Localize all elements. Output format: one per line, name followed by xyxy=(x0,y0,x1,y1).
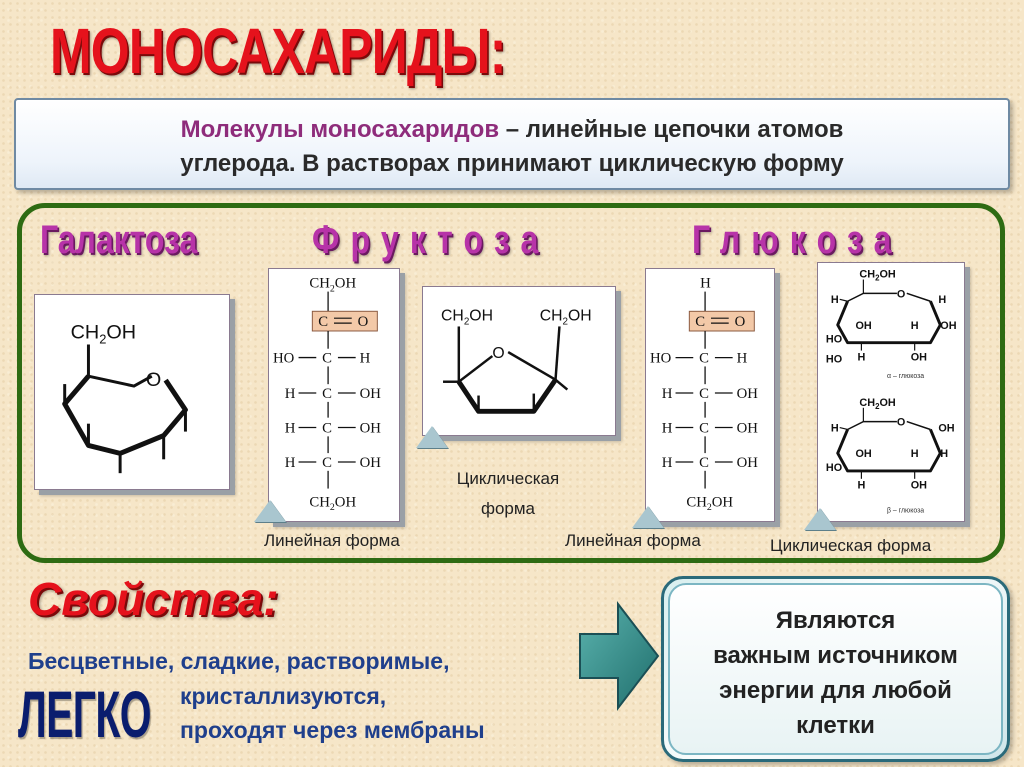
svg-text:H: H xyxy=(359,350,371,367)
glucose-cyclic-card xyxy=(817,262,965,522)
fructose-ring-diagram xyxy=(423,287,615,435)
galactose-structure-card xyxy=(34,294,230,490)
definition-line-1 xyxy=(16,113,1008,147)
svg-text:HO: HO xyxy=(825,333,843,346)
svg-text:H: H xyxy=(940,448,949,461)
galactose-ring-diagram xyxy=(35,295,229,489)
svg-text:OH: OH xyxy=(359,420,381,437)
triangle-marker-icon xyxy=(804,508,836,530)
glucose-rings-diagram xyxy=(818,263,964,521)
svg-text:H: H xyxy=(857,351,866,364)
svg-text:O: O xyxy=(357,314,369,331)
glucose-linear-card xyxy=(645,268,775,522)
svg-text:C: C xyxy=(322,385,333,402)
svg-text:OH: OH xyxy=(940,319,957,332)
svg-text:H: H xyxy=(857,479,866,492)
triangle-marker-icon xyxy=(632,506,664,528)
svg-text:C: C xyxy=(322,420,333,437)
svg-text:CH2OH: $CH_2OH$ xyxy=(309,494,357,514)
svg-text:H: H xyxy=(284,420,296,437)
svg-text:H: H xyxy=(910,448,919,461)
svg-text:C: C xyxy=(318,314,329,331)
svg-text:CH2OH: $CH_2OH$ xyxy=(309,275,357,295)
svg-text:OH: OH xyxy=(359,385,381,402)
svg-text:CH2OH: $CH_2OH$ xyxy=(859,396,896,411)
svg-text:O: O xyxy=(145,369,162,392)
properties-legko: ЛЕГКО xyxy=(18,677,151,751)
svg-text:H: H xyxy=(661,454,673,471)
beta-glucose-label: β – глюкоза xyxy=(887,507,925,515)
svg-text:H: H xyxy=(284,454,296,471)
svg-text:OH: OH xyxy=(910,351,927,364)
svg-text:OH: OH xyxy=(736,385,758,402)
triangle-marker-icon xyxy=(254,500,286,522)
svg-text:H: H xyxy=(938,294,947,307)
svg-text:C: C xyxy=(322,350,333,367)
definition-highlight: Молекулы моносахаридов xyxy=(180,116,500,143)
energy-info-box xyxy=(661,576,1010,762)
svg-text:CH2OH: $CH_2OH$ xyxy=(441,307,493,328)
svg-text:H: H xyxy=(830,294,839,307)
fructose-title: Фруктоза xyxy=(312,218,550,262)
fructose-cyclic-card xyxy=(422,286,616,436)
svg-text:H: H xyxy=(830,422,839,435)
glucose-title: Глюкоза xyxy=(692,218,903,262)
right-arrow-icon xyxy=(578,600,660,712)
svg-text:HO: HO xyxy=(649,350,672,367)
fructose-cyclic-caption: Циклическая форма xyxy=(456,469,560,518)
svg-text:OH: OH xyxy=(855,448,872,461)
fructose-linear-diagram xyxy=(269,269,399,521)
svg-text:H: H xyxy=(661,420,673,437)
svg-text:O: O xyxy=(734,314,746,331)
alpha-glucose-label: α – глюкоза xyxy=(887,373,925,381)
svg-text:OH: OH xyxy=(736,420,758,437)
properties-line-3: проходят через мембраны xyxy=(180,717,485,743)
svg-text:CH2OH: $CH_2OH$ xyxy=(539,307,592,328)
galactose-ch2oh-label: $CH_2OH$ xyxy=(70,321,137,347)
svg-text:H: H xyxy=(736,350,748,367)
svg-text:HO: HO xyxy=(272,350,295,367)
svg-text:H: H xyxy=(700,275,711,292)
glucose-linear-diagram xyxy=(646,269,774,521)
galactose-title: Галактоза xyxy=(40,218,198,262)
svg-text:H: H xyxy=(910,319,919,332)
svg-text:O: O xyxy=(896,416,906,429)
definition-rest: – линейные цепочки атомов xyxy=(499,116,844,143)
properties-line-1: Бесцветные, сладкие, растворимые, xyxy=(28,648,450,674)
svg-text:C: C xyxy=(322,454,333,471)
glucose-cyclic-caption: Циклическая форма xyxy=(770,536,932,555)
svg-text:OH: OH xyxy=(910,479,927,492)
svg-text:O: O xyxy=(896,288,906,301)
page-title: МОНОСАХАРИДЫ: xyxy=(50,15,506,87)
svg-text:CH2OH: $CH_2OH$ xyxy=(686,494,734,514)
svg-text:CH2OH: $CH_2OH$ xyxy=(859,268,896,283)
fructose-linear-caption: Линейная форма xyxy=(264,531,400,550)
svg-text:C: C xyxy=(699,420,710,437)
svg-text:C: C xyxy=(699,454,710,471)
svg-text:C: C xyxy=(695,314,706,331)
svg-text:OH: OH xyxy=(736,454,758,471)
svg-text:OH: OH xyxy=(938,422,955,435)
svg-text:C: C xyxy=(699,385,710,402)
svg-text:OH: OH xyxy=(855,319,872,332)
glucose-linear-caption: Линейная форма xyxy=(565,531,701,550)
triangle-marker-icon xyxy=(416,426,448,448)
svg-text:H: H xyxy=(661,385,673,402)
definition-box xyxy=(14,98,1010,190)
svg-text:C: C xyxy=(699,350,710,367)
svg-text:O: O xyxy=(492,345,505,363)
properties-title: Свойства: xyxy=(28,573,279,625)
fructose-linear-card xyxy=(268,268,400,522)
svg-text:OH: OH xyxy=(359,454,381,471)
definition-line-2: углерода. В растворах принимают циклическую форму xyxy=(180,150,844,177)
svg-text:HO: HO xyxy=(825,353,843,366)
properties-line-2: кристаллизуются, xyxy=(180,683,387,709)
svg-text:H: H xyxy=(284,385,296,402)
energy-info-inner: Являются важным источником энергии для любой клетки xyxy=(668,583,1003,755)
svg-text:HO: HO xyxy=(825,461,843,474)
